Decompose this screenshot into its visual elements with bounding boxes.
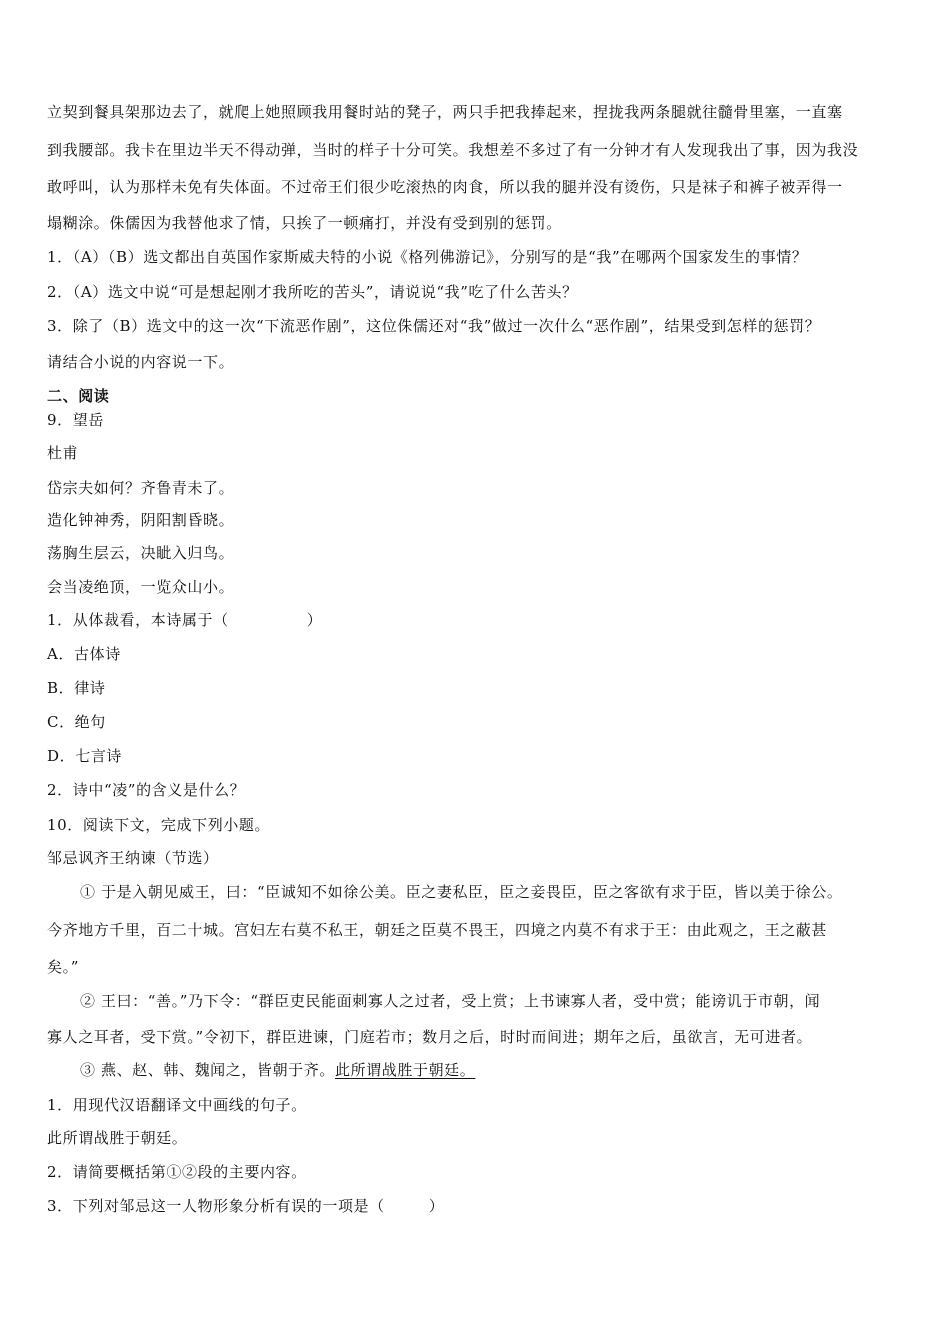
option-d: D．七言诗 (47, 747, 123, 765)
poem-line: 造化钟神秀，阴阳割昏晓。 (47, 511, 235, 529)
passage-line: 到我腰部。我卡在里边半天不得动弹，当时的样子十分可笑。我想差不多过了有一分钟才有人发现我出了事，因为我没 (47, 141, 859, 159)
section-title: 二、阅读 (47, 387, 110, 405)
question-text: 1．从体裁看，本诗属于（ (47, 611, 229, 629)
paragraph-1-line: 矣。” (47, 958, 79, 976)
question-line: 3．除了（B）选文中的这一次“下流恶作剧”，这位侏儒还对“我”做过一次什么“恶作剧”，结果受到怎样的惩罚？ (47, 317, 821, 335)
question-9-1 (47, 610, 910, 630)
question-text: 3．下列对邹忌这一人物形象分析有误的一项是（ (47, 1197, 385, 1215)
option-c: C．绝句 (47, 713, 106, 731)
question-text-end: ） (306, 611, 323, 629)
passage-line: 立契到餐具架那边去了，就爬上她照顾我用餐时站的凳子，两只手把我捧起来，捏拢我两条腿就往髓骨里塞，一直塞 (47, 103, 843, 121)
paragraph-3 (80, 1060, 910, 1080)
poem-line: 荡胸生层云，决眦入归鸟。 (47, 544, 235, 562)
question-line: 请结合小说的内容说一下。 (47, 353, 235, 371)
question-10-1: 1．用现代汉语翻译文中画线的句子。 (47, 1096, 307, 1114)
option-b: B．律诗 (47, 679, 106, 697)
paragraph-2-line: ② 王曰：“善。”乃下令：“群臣吏民能面刺寡人之过者，受上赏；上书谏寡人者，受中赏；能谤讥于市朝，闻 (80, 992, 821, 1010)
question-9-header: 9．望岳 (47, 411, 104, 429)
question-text-end: ） (428, 1197, 445, 1215)
passage-line: 敢呼叫，认为那样未免有失体面。不过帝王们很少吃滚热的肉食，所以我的腿并没有烫伤，只是袜子和裤子被弄得一 (47, 178, 843, 196)
paragraph-1-line: ① 于是入朝见威王，曰：“臣诚知不如徐公美。臣之妻私臣，臣之妾畏臣，臣之客欲有求于臣，皆以美于徐公。 (80, 883, 843, 901)
underlined-sentence: 此所谓战胜于朝廷。 (334, 1061, 476, 1079)
passage-title: 邹忌讽齐王纳谏（节选） (47, 849, 219, 867)
paragraph-1-line: 今齐地方千里，百二十城。宫妇左右莫不私王，朝廷之臣莫不畏王，四境之内莫不有求于王：由此观之，王之蔽甚 (47, 921, 828, 939)
question-10-3 (47, 1196, 910, 1216)
question-10-2: 2．请简要概括第①②段的主要内容。 (47, 1163, 307, 1181)
question-10-1-sentence: 此所谓战胜于朝廷。 (47, 1129, 188, 1147)
poem-line: 岱宗夫如何？齐鲁青未了。 (47, 479, 235, 497)
paragraph-3-text: ③ 燕、赵、韩、魏闻之，皆朝于齐。 (80, 1061, 335, 1079)
option-a: A．古体诗 (47, 645, 121, 663)
question-10-header: 10．阅读下文，完成下列小题。 (47, 816, 271, 834)
poem-line: 会当凌绝顶，一览众山小。 (47, 578, 235, 596)
question-line: 1．（A）（B）选文都出自英国作家斯威夫特的小说《格列佛游记》，分别写的是“我”在哪两个国家发生的事情？ (47, 248, 808, 266)
poem-author: 杜甫 (47, 444, 79, 462)
paragraph-2-line: 寡人之耳者，受下赏。”令初下，群臣进谏，门庭若市；数月之后，时时而间进；期年之后，虽欲言，无可进者。 (47, 1028, 813, 1046)
passage-line: 塌糊涂。侏儒因为我替他求了情，只挨了一顿痛打，并没有受到别的惩罚。 (47, 214, 562, 232)
question-9-2: 2．诗中“凌”的含义是什么？ (47, 781, 246, 799)
question-line: 2．（A）选文中说“可是想起刚才我所吃的苦头”，请说说“我”吃了什么苦头？ (47, 283, 578, 301)
